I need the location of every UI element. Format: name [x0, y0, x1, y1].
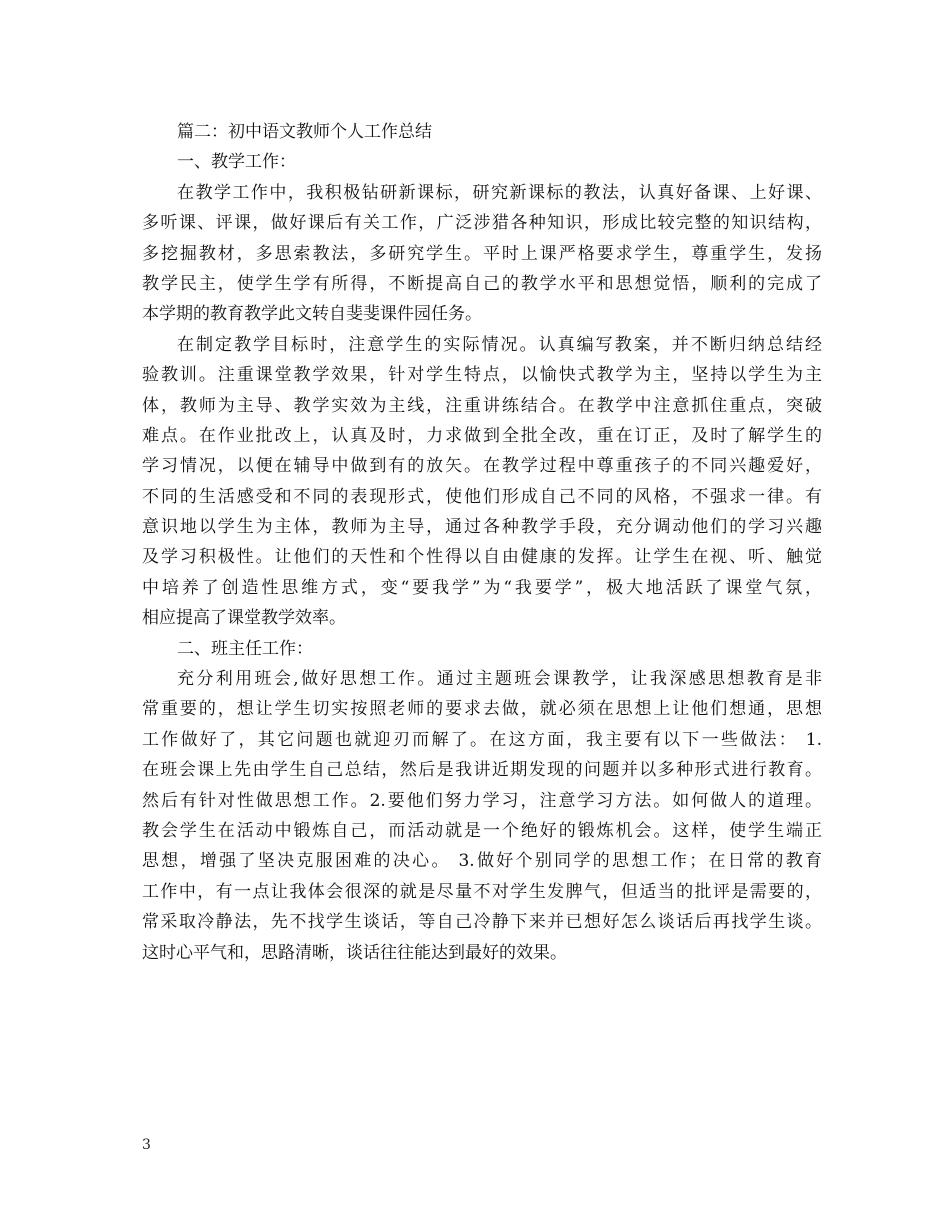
text-line: 不同的生活感受和不同的表现形式，使他们形成自己不同的风格，不强求一律。有 — [142, 486, 822, 507]
page-number: 3 — [142, 1137, 151, 1153]
text-line: 在制定教学目标时，注意学生的实际情况。认真编写教案，并不断归纳总结经 — [177, 334, 822, 355]
text-line: 多挖掘教材，多思索教法，多研究学生。平时上课严格要求学生，尊重学生，发扬 — [142, 243, 822, 264]
text-line: 教会学生在活动中锻炼自己，而活动就是一个绝好的锻炼机会。这样，使学生端正 — [142, 820, 822, 841]
text-line: 然后有针对性做思想工作。2.要他们努力学习，注意学习方法。如何做人的道理。 — [142, 790, 822, 811]
text-line: 多听课、评课，做好课后有关工作，广泛涉猎各种知识，形成比较完整的知识结构， — [142, 213, 822, 234]
heading-class-teacher-work: 二、班主任工作： — [177, 638, 313, 659]
text-line: 这时心平气和，思路清晰，谈话往往能达到最好的效果。 — [142, 942, 567, 963]
text-line: 教学民主，使学生学有所得，不断提高自己的教学水平和思想觉悟，顺利的完成了 — [142, 273, 822, 294]
section-title: 篇二：初中语文教师个人工作总结 — [177, 122, 432, 142]
text-line: 工作中，有一点让我体会很深的就是尽量不对学生发脾气，但适当的批评是需要的， — [142, 881, 822, 902]
heading-teaching-work: 一、教学工作： — [177, 152, 296, 173]
text-line: 学习情况，以便在辅导中做到有的放矢。在教学过程中尊重孩子的不同兴趣爱好， — [142, 456, 822, 477]
text-line: 中培养了创造性思维方式，变“要我学”为“我要学”，极大地活跃了课堂气氛， — [142, 577, 822, 598]
text-line: 思想，增强了坚决克服困难的决心。 3.做好个别同学的思想工作；在日常的教育 — [142, 851, 822, 872]
text-line: 意识地以学生为主体，教师为主导，通过各种教学手段，充分调动他们的学习兴趣 — [142, 517, 822, 538]
text-line: 难点。在作业批改上，认真及时，力求做到全批全改，重在订正，及时了解学生的 — [142, 425, 822, 446]
text-line: 本学期的教育教学此文转自斐斐课件园任务。 — [142, 304, 482, 325]
text-line: 及学习积极性。让他们的天性和个性得以自由健康的发挥。让学生在视、听、触觉 — [142, 547, 822, 568]
text-line: 常采取冷静法，先不找学生谈话，等自己冷静下来并已想好怎么谈话后再找学生谈。 — [142, 912, 822, 933]
text-line: 验教训。注重课堂教学效果，针对学生特点，以愉快式教学为主，坚持以学生为主 — [142, 365, 822, 386]
text-line: 在班会课上先由学生自己总结，然后是我讲近期发现的问题并以多种形式进行教育。 — [142, 760, 822, 781]
text-line: 相应提高了课堂教学效率。 — [142, 608, 346, 629]
text-line: 体，教师为主导、教学实效为主线，注重讲练结合。在教学中注意抓住重点，突破 — [142, 395, 822, 416]
text-line: 在教学工作中，我积极钻研新课标，研究新课标的教法，认真好备课、上好课、 — [177, 182, 822, 203]
text-line: 常重要的，想让学生切实按照老师的要求去做，就必须在思想上让他们想通，思想 — [142, 699, 822, 720]
text-line: 充分利用班会,做好思想工作。通过主题班会课教学，让我深感思想教育是非 — [177, 669, 822, 690]
text-line: 工作做好了，其它问题也就迎刃而解了。在这方面，我主要有以下一些做法： 1. — [142, 729, 822, 750]
document-body — [142, 117, 822, 968]
